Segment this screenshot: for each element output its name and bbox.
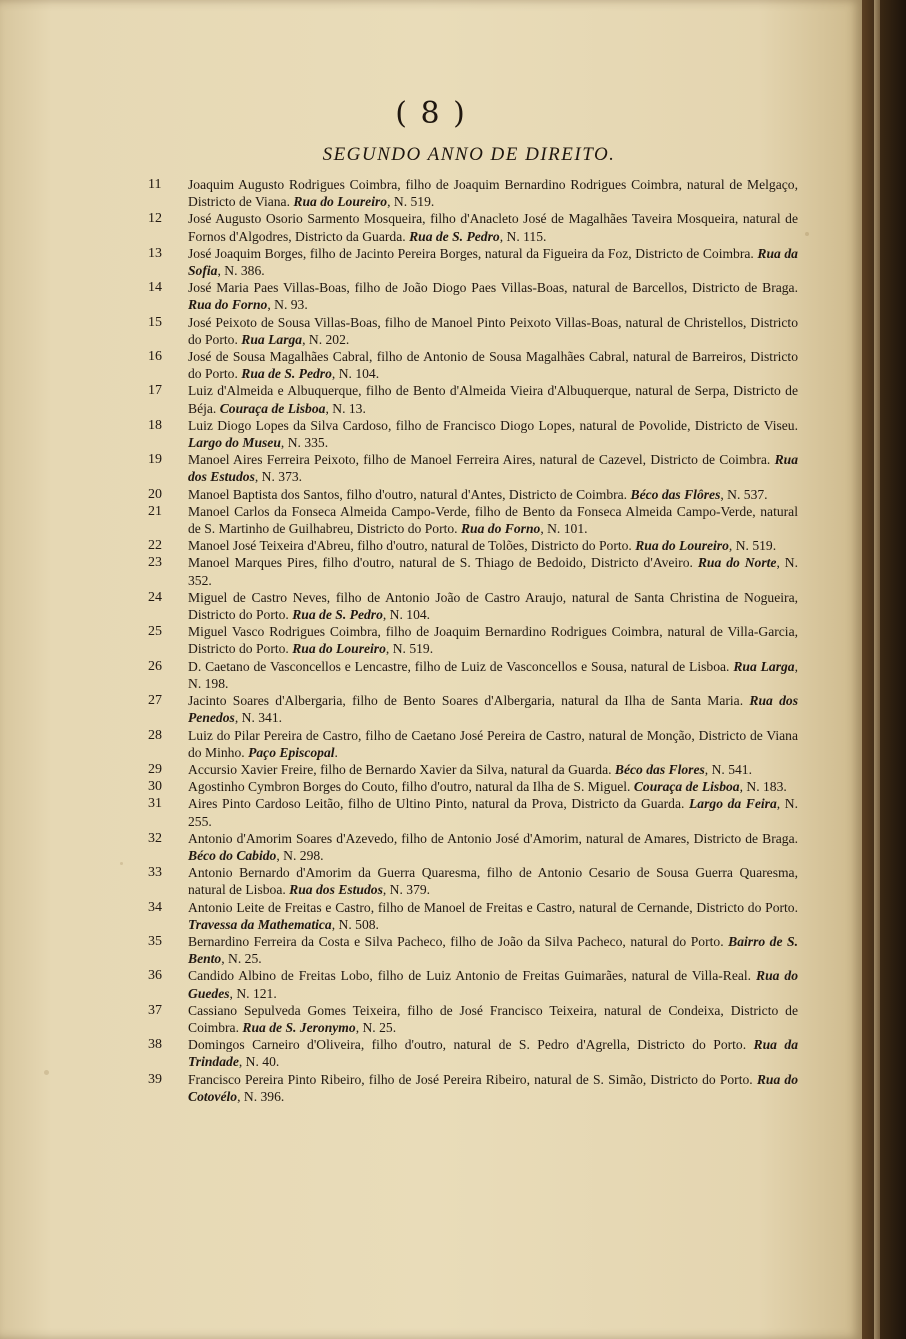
entry-body: [188, 1071, 798, 1105]
entry-address: Béco das Flores: [614, 761, 705, 777]
entry-text: Luiz do Pilar Pereira de Castro, filho de Caetano José Pereira de Castro, natural de Monção, Districto de Viana do Minho.: [188, 727, 798, 760]
list-item: [148, 417, 798, 451]
entry-text: Manoel José Teixeira d'Abreu, filho d'outro, natural de Tolões, Districto do Porto.: [188, 538, 632, 554]
entry-address: Rua Larga: [241, 331, 303, 347]
entry-number: 30: [148, 779, 162, 795]
entry-body: [188, 451, 798, 485]
entry-number: 17: [148, 383, 162, 399]
paper-stain: [44, 1070, 49, 1075]
entry-address: Rua do Loureiro: [292, 641, 386, 657]
entry-body: [188, 279, 798, 313]
entry-body: [188, 623, 798, 657]
entry-address: Travessa da Mathematica: [188, 916, 332, 932]
entry-address: Rua de S. Jeronymo: [242, 1019, 356, 1035]
entry-house-number: , N. 13.: [325, 400, 366, 416]
entry-house-number: , N. 541.: [704, 761, 752, 777]
entry-body: [188, 933, 798, 967]
entry-house-number: , N. 255.: [188, 796, 799, 829]
list-item: [148, 1036, 798, 1070]
entry-body: [188, 795, 798, 829]
entry-number: 15: [148, 314, 162, 330]
entry-house-number: , N. 298.: [276, 847, 324, 863]
entry-house-number: .: [334, 744, 338, 760]
entry-address: Largo do Museu: [188, 435, 281, 451]
entry-number: 31: [148, 796, 162, 812]
entry-address: Rua de S. Pedro: [241, 366, 332, 382]
entry-address: Rua do Guedes: [188, 968, 798, 1001]
entry-text: Antonio Bernardo d'Amorim da Guerra Quaresma, filho de Antonio Cesario de Sousa Guerra Quaresma, natural de Lisboa.: [188, 865, 798, 898]
entry-address: Largo da Feira: [689, 796, 777, 812]
entry-body: [188, 348, 798, 382]
entry-address: Rua dos Estudos: [289, 882, 383, 898]
entry-house-number: , N. 508.: [331, 916, 379, 932]
entry-body: [188, 1002, 798, 1036]
entry-number: 14: [148, 280, 162, 296]
list-item: [148, 382, 798, 416]
entry-house-number: , N. 352.: [188, 555, 798, 588]
list-item: [148, 967, 798, 1001]
entry-number: 28: [148, 727, 162, 743]
entry-number: 13: [148, 245, 162, 261]
entry-text: Francisco Pereira Pinto Ribeiro, filho de José Pereira Ribeiro, natural de S. Simão, Districto do Porto.: [188, 1071, 753, 1087]
entry-text: Domingos Carneiro d'Oliveira, filho d'outro, natural de S. Pedro d'Agrella, Districto do Porto.: [188, 1037, 747, 1053]
list-item: [148, 727, 798, 761]
entry-address: Rua Larga: [733, 658, 795, 674]
list-item: [148, 899, 798, 933]
entry-number: 38: [148, 1037, 162, 1053]
entry-address: Rua dos Estudos: [188, 452, 798, 485]
entry-text: Antonio d'Amorim Soares d'Azevedo, filho de Antonio José d'Amorim, natural de Amares, Districto de Braga.: [188, 830, 798, 846]
entry-text: Agostinho Cymbron Borges do Couto, filho d'outro, natural da Ilha de S. Miguel.: [188, 779, 631, 795]
entry-house-number: , N. 519.: [387, 194, 435, 210]
entry-text: Miguel de Castro Neves, filho de Antonio João de Castro Araujo, natural de Santa Christina de Nogueira, Districto do Porto.: [188, 589, 798, 623]
list-item: [148, 1071, 798, 1105]
entry-number: 35: [148, 933, 162, 949]
section-title: SEGUNDO ANNO DE DIREITO.: [322, 144, 616, 165]
entry-house-number: , N. 335.: [280, 435, 329, 451]
entry-text: Manoel Baptista dos Santos, filho d'outro, natural d'Antes, Districto de Coimbra.: [188, 486, 628, 502]
student-list: [148, 176, 798, 1105]
entry-address: Rua de S. Pedro: [409, 228, 500, 244]
entry-address: Rua do Forno: [188, 297, 268, 313]
entry-text: José Maria Paes Villas-Boas, filho de João Diogo Paes Villas-Boas, natural de Barcellos, Districto de Braga.: [188, 280, 798, 296]
list-item: [148, 778, 798, 795]
entry-text: Manoel Carlos da Fonseca Almeida Campo-Verde, filho de Bento da Fonseca Almeida Campo-Verde, natural de S. Martinho de Guilhabreu, Districto do Porto.: [188, 503, 798, 537]
entry-body: [188, 778, 798, 795]
entry-address: Rua do Cotovélo: [188, 1071, 799, 1104]
entry-body: [188, 554, 798, 588]
entry-number: 32: [148, 830, 162, 846]
list-item: [148, 554, 798, 588]
entry-house-number: , N. 198.: [188, 658, 798, 691]
list-item: [148, 589, 798, 623]
entry-number: 39: [148, 1071, 162, 1087]
paper-stain: [805, 232, 809, 236]
paper-stain: [120, 862, 123, 865]
entry-number: 36: [148, 968, 162, 984]
entry-body: [188, 382, 798, 416]
entry-body: [188, 899, 798, 933]
entry-address: Béco das Flôres: [630, 486, 721, 502]
entry-address: Rua do Loureiro: [293, 194, 388, 210]
entry-address: Rua do Forno: [460, 521, 541, 537]
entry-house-number: , N. 519.: [385, 641, 434, 657]
list-item: [148, 795, 798, 829]
entry-house-number: , N. 183.: [739, 779, 787, 795]
page-edge: [874, 0, 880, 1339]
entry-number: 29: [148, 761, 162, 777]
entry-house-number: , N. 202.: [302, 331, 350, 347]
entry-number: 21: [148, 503, 162, 519]
entry-number: 34: [148, 899, 162, 915]
entry-address: Béco do Cabido: [188, 847, 277, 863]
entry-number: 27: [148, 693, 162, 709]
list-item: [148, 486, 798, 503]
entry-house-number: , N. 115.: [499, 228, 547, 244]
entry-number: 33: [148, 865, 162, 881]
entry-house-number: , N. 386.: [217, 263, 265, 279]
entry-address: Couraça de Lisboa: [219, 400, 326, 416]
entry-number: 20: [148, 486, 162, 502]
entry-address: Rua da Sofia: [188, 245, 798, 279]
entry-body: [188, 1036, 798, 1070]
entry-text: D. Caetano de Vasconcellos e Lencastre, filho de Luiz de Vasconcellos e Sousa, natural de Lisboa.: [188, 658, 730, 674]
entry-number: 22: [148, 538, 162, 554]
list-item: [148, 658, 798, 692]
entry-text: Candido Albino de Freitas Lobo, filho de Luiz Antonio de Freitas Guimarães, natural de Villa-Real.: [188, 968, 752, 984]
entry-text: Manoel Marques Pires, filho d'outro, natural de S. Thiago de Bedoido, Districto d'Aveiro.: [188, 555, 693, 571]
entry-body: [188, 727, 798, 761]
entry-body: [188, 314, 798, 348]
entry-text: Luiz Diogo Lopes da Silva Cardoso, filho de Francisco Diogo Lopes, natural de Povolide, Districto de Viseu.: [188, 417, 798, 433]
entry-number: 24: [148, 589, 162, 605]
entry-address: Rua da Trindade: [188, 1037, 798, 1070]
entry-house-number: , N. 373.: [254, 469, 303, 485]
entry-body: [188, 692, 798, 726]
entry-body: [188, 967, 798, 1001]
list-item: [148, 692, 798, 726]
entry-number: 16: [148, 349, 162, 365]
entry-body: [188, 830, 798, 864]
entry-body: [188, 761, 798, 778]
page-number: ( 8 ): [395, 96, 467, 131]
entry-number: 23: [148, 555, 162, 571]
entry-number: 19: [148, 452, 162, 468]
entry-number: 12: [148, 211, 162, 227]
entry-address: Paço Episcopal: [248, 744, 335, 760]
entry-body: [188, 537, 798, 554]
list-item: [148, 314, 798, 348]
entry-house-number: , N. 519.: [728, 538, 777, 554]
entry-text: Manoel Aires Ferreira Peixoto, filho de Manoel Ferreira Aires, natural de Cazevel, Districto de Coimbra.: [188, 452, 771, 468]
entry-house-number: , N. 104.: [331, 366, 380, 382]
entry-address: Bairro de S. Bento: [188, 933, 798, 967]
entry-body: [188, 245, 798, 279]
list-item: [148, 245, 798, 279]
entry-house-number: , N. 93.: [267, 297, 308, 313]
entry-body: [188, 417, 798, 451]
list-item: [148, 537, 798, 554]
entry-address: Rua dos Penedos: [188, 693, 798, 726]
entry-address: Rua do Loureiro: [635, 538, 729, 554]
entry-house-number: , N. 379.: [382, 882, 431, 898]
entry-house-number: , N. 25.: [221, 951, 262, 967]
entry-body: [188, 864, 798, 898]
list-item: [148, 623, 798, 657]
entry-house-number: , N. 537.: [720, 486, 768, 502]
entry-text: Joaquim Augusto Rodrigues Coimbra, filho de Joaquim Bernardino Rodrigues Coimbra, natural de Melgaço, Districto de Viana.: [188, 177, 798, 210]
entry-house-number: , N. 341.: [234, 710, 283, 726]
entry-text: Jacinto Soares d'Albergaria, filho de Bento Soares d'Albergaria, natural da Ilha de Santa Maria.: [188, 693, 744, 709]
entry-text: José Augusto Osorio Sarmento Mosqueira, filho d'Anacleto José de Magalhães Taveira Mosqueira, natural de Fornos d'Algodres, Districto da Guarda.: [188, 211, 798, 244]
entry-house-number: , N. 121.: [229, 985, 277, 1001]
entry-text: Antonio Leite de Freitas e Castro, filho de Manoel de Freitas e Castro, natural de Cernande, Districto do Porto.: [188, 899, 798, 915]
entry-house-number: , N. 101.: [540, 521, 588, 537]
entry-house-number: , N. 40.: [238, 1054, 280, 1070]
entry-number: 18: [148, 417, 162, 433]
entry-text: José de Sousa Magalhães Cabral, filho de Antonio de Sousa Magalhães Cabral, natural de Barreiros, Districto do Porto.: [188, 349, 798, 382]
entry-text: José Joaquim Borges, filho de Jacinto Pereira Borges, natural da Figueira da Foz, Districto de Coimbra.: [188, 245, 754, 261]
entry-address: Rua do Norte: [697, 555, 777, 571]
entry-address: Couraça de Lisboa: [633, 779, 740, 795]
list-item: [148, 1002, 798, 1036]
entry-number: 11: [148, 177, 162, 192]
list-item: [148, 176, 798, 210]
entry-body: [188, 210, 798, 244]
list-item: [148, 348, 798, 382]
entry-address: Rua de S. Pedro: [292, 607, 383, 623]
entry-house-number: , N. 25.: [355, 1019, 397, 1035]
book-spine: [862, 0, 906, 1339]
entry-number: 25: [148, 624, 162, 640]
list-item: [148, 933, 798, 967]
list-item: [148, 451, 798, 485]
list-item: [148, 864, 798, 898]
entry-number: 26: [148, 658, 162, 674]
entry-text: Cassiano Sepulveda Gomes Teixeira, filho de José Francisco Teixeira, natural de Condeixa, Districto de Coimbra.: [188, 1002, 798, 1035]
entry-number: 37: [148, 1002, 162, 1018]
list-item: [148, 279, 798, 313]
entry-text: Miguel Vasco Rodrigues Coimbra, filho de Joaquim Bernardino Rodrigues Coimbra, natural de Villa-Garcia, Districto do Porto.: [188, 624, 798, 657]
entry-body: [188, 486, 798, 503]
list-item: [148, 503, 798, 537]
list-item: [148, 210, 798, 244]
entry-body: [188, 589, 798, 623]
list-item: [148, 761, 798, 778]
list-item: [148, 830, 798, 864]
entry-text: Aires Pinto Cardoso Leitão, filho de Ultino Pinto, natural da Prova, Districto da Guarda.: [188, 796, 685, 812]
entry-text: Luiz d'Almeida e Albuquerque, filho de Bento d'Almeida Vieira d'Albuquerque, natural de Serpa, Districto de Béja.: [188, 383, 798, 416]
entry-text: Accursio Xavier Freire, filho de Bernardo Xavier da Silva, natural da Guarda.: [188, 761, 612, 777]
entry-house-number: , N. 104.: [382, 607, 431, 623]
entry-body: [188, 658, 798, 692]
entry-body: [188, 503, 798, 537]
entry-text: Bernardino Ferreira da Costa e Silva Pacheco, filho de João da Silva Pacheco, natural do Porto.: [188, 933, 724, 949]
entry-body: [188, 176, 798, 210]
entry-text: José Peixoto de Sousa Villas-Boas, filho de Manoel Pinto Peixoto Villas-Boas, natural de Christellos, Districto do Porto.: [188, 314, 798, 347]
entry-house-number: , N. 396.: [237, 1088, 285, 1104]
